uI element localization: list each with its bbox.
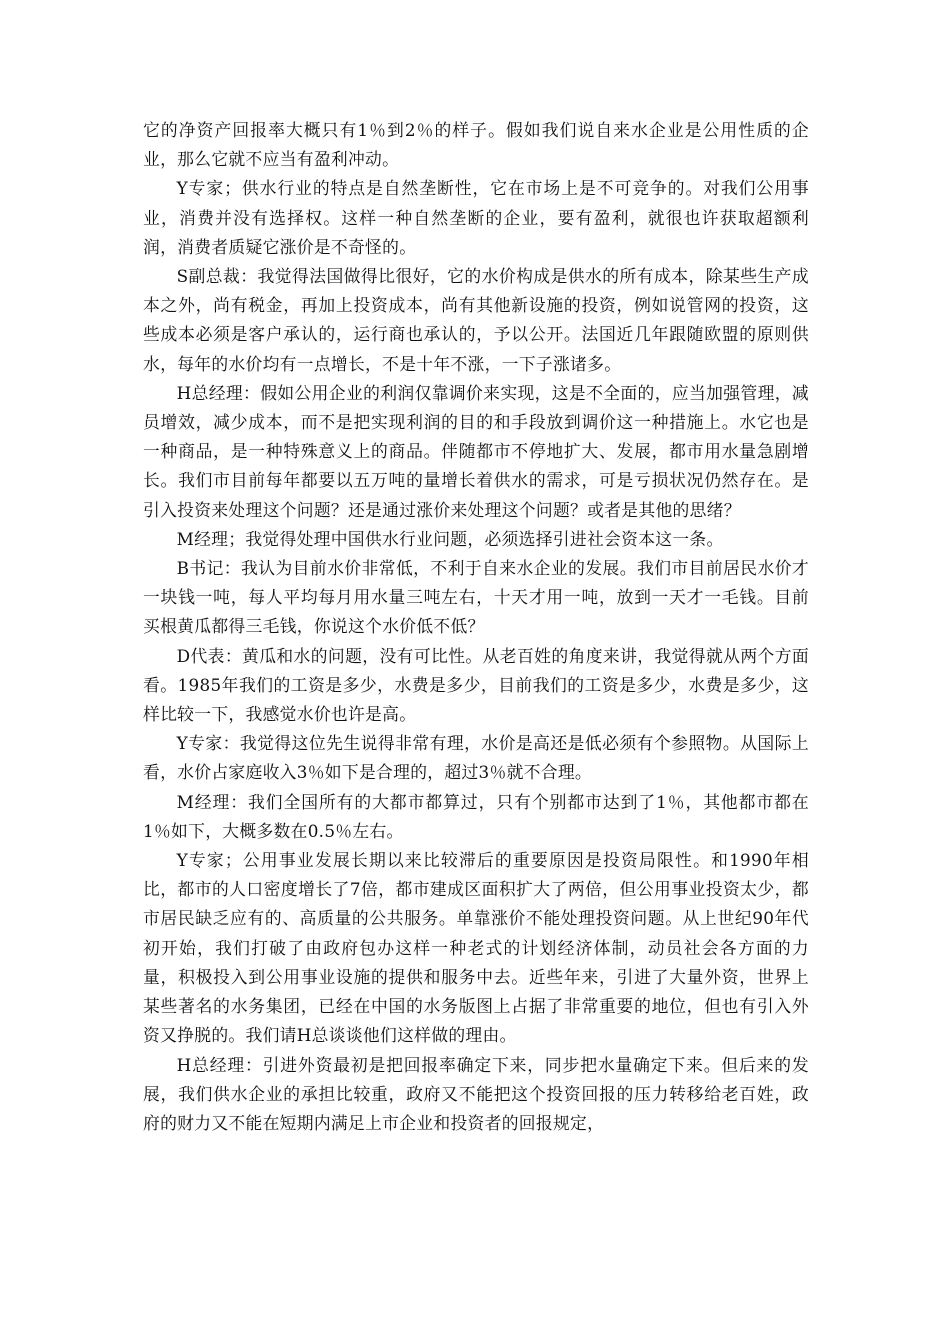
paragraph-8: Y专家：我觉得这位先生说得非常有理，水价是高还是低必须有个参照物。从国际上看，水价占家庭收入3％如下是合理的，超过3％就不合理。: [143, 733, 809, 783]
paragraph-6: B书记：我认为目前水价非常低，不利于自来水企业的发展。我们市目前居民水价才一块钱一吨，每人平均每月用水量三吨左右，十天才用一吨，放到一天才一毛钱。目前买根黄瓜都得三毛钱，你说这个水价低不低？: [143, 558, 809, 637]
paragraph-7: D代表：黄瓜和水的问题，没有可比性。从老百姓的角度来讲，我觉得就从两个方面看。1985年我们的工资是多少，水费是多少，目前我们的工资是多少，水费是多少，这样比较一下，我感觉水价也许是高。: [143, 645, 809, 725]
document-body: [143, 116, 809, 1138]
paragraph-1: 它的净资产回报率大概只有1％到2％的样子。假如我们说自来水企业是公用性质的企业，那么它就不应当有盈利冲动。: [143, 120, 809, 170]
paragraph-11: H总经理：引进外资最初是把回报率确定下来，同步把水量确定下来。但后来的发展，我们供水企业的承担比较重，政府又不能把这个投资回报的压力转移给老百姓，政府的财力又不能在短期内满足上市企业和投资者的回报规定，: [143, 1054, 809, 1133]
paragraph-3: S副总裁：我觉得法国做得比很好，它的水价构成是供水的所有成本，除某些生产成本之外，尚有税金，再加上投资成本，尚有其他新设施的投资，例如说管网的投资，这些成本必须是客户承认的，运行商也承认的，予以公开。法国近几年跟随欧盟的原则供水，每年的水价均有一点增长，不是十年不涨，一下子涨诸多。: [143, 266, 809, 374]
paragraph-5: M经理；我觉得处理中国供水行业问题，必须选择引进社会资本这一条。: [176, 528, 724, 549]
paragraph-2: Y专家；供水行业的特点是自然垄断性，它在市场上是不可竞争的。对我们公用事业，消费并没有选择权。这样一种自然垄断的企业，要有盈利，就很也许获取超额利润，消费者质疑它涨价是不奇怪的。: [143, 178, 809, 257]
paragraph-9: M经理：我们全国所有的大都市都算过，只有个别都市达到了1％，其他都市都在1％如下，大概多数在0.5％左右。: [143, 791, 809, 841]
paragraph-4: H总经理：假如公用企业的利润仅靠调价来实现，这是不全面的，应当加强管理，减员增效，减少成本，而不是把实现利润的目的和手段放到调价这一种措施上。水它也是一种商品，是一种特殊意义上的商品。伴随都市不停地扩大、发展，都市用水量急剧增长。我们市目前每年都要以五万吨的量增长着供水的需求，可是亏损状况仍然存在。是引入投资来处理这个问题？还是通过涨价来处理这个问题？或者是其他的思绪？: [143, 382, 809, 520]
paragraph-10: Y专家；公用事业发展长期以来比较滞后的重要原因是投资局限性。和1990年相比，都市的人口密度增长了7倍，都市建成区面积扩大了两倍，但公用事业投资太少，都市居民缺乏应有的、高质量的公共服务。单靠涨价不能处理投资问题。从上世纪90年代初开始，我们打破了由政府包办这样一种老式的计划经济体制，动员社会各方面的力量，积极投入到公用事业设施的提供和服务中去。近些年来，引进了大量外资，世界上某些著名的水务集团，已经在中国的水务版图上占据了非常重要的地位，但也有引入外资又挣脱的。我们请H总谈谈他们这样做的理由。: [143, 850, 809, 1046]
